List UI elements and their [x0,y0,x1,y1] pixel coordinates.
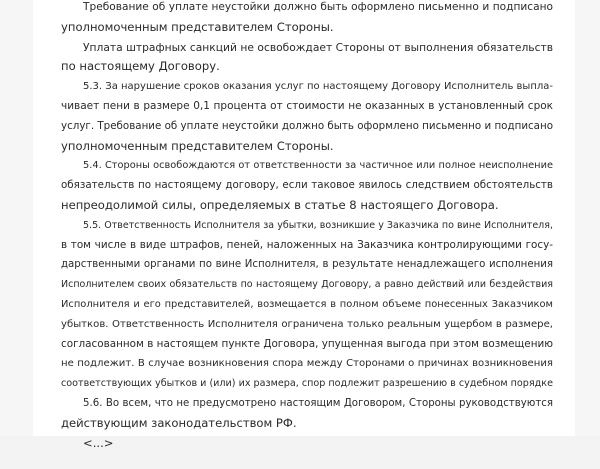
text-line: в том числе в виде штрафов, пеней, наложенных на Заказчика контролирующими госу- [61,238,553,251]
text-line: непреодолимой силы, определяемых в статье 8 настоящего Договора. [61,197,499,212]
text-line: чивает пени в размере 0,1 процента от стоимости не оказанных в установленный срок [61,99,553,112]
text-line: Уплата штрафных санкций не освобождает Стороны от выполнения обязательств [83,40,553,54]
text-line: 5.6. Во всем, что не предусмотрено настоящим Договором, Стороны руководствуются [83,397,553,409]
text-line: уполномоченным представителем Стороны. [61,138,334,153]
text-line: по настоящему Договору. [61,59,220,74]
text-line: Требование об уплате неустойки должно быть оформлено письменно и подписано [83,1,553,13]
text-line: 5.3. За нарушение сроков оказания услуг по настоящему Договору Исполнитель выпла- [83,81,553,93]
document-text [61,0,553,453]
text-line: дарственными органами по вине Исполнителя, в результате ненадлежащего исполнения [61,259,553,271]
text-line: убытков. Ответственность Исполнителя ограничена только реальным ущербом в размере, [61,318,553,330]
text-line: <...> [83,435,114,450]
text-line: Исполнителя и его представителей, возмещается в полном объеме понесенных Заказчиком [61,298,553,310]
text-line: действующим законодательством РФ. [61,415,297,430]
text-line: обязательств по настоящему договору, если таковое явилось следствием обстоятельств [61,179,553,192]
text-line: Исполнителем своих обязательств по настоящему Договору, а равно действий или бездействия [61,279,553,291]
text-line: соответствующих убытков и (или) их размера, спор подлежит разрешению в судебном порядке [61,378,553,390]
left-margin [0,0,33,436]
text-line: услуг. Требование об уплате неустойки должно быть оформлено письменно и подписано [61,119,554,132]
text-line: согласованном в настоящем пункте Договора, упущенная выгода при этом возмещению [61,337,553,350]
text-line: не подлежит. В случае возникновения спора между Сторонами о причинах возникновения [61,358,553,370]
right-margin [575,0,600,436]
text-line: 5.4. Стороны освобождаются от ответственности за частичное или полное неисполнение [83,160,553,172]
text-line: 5.5. Ответственность Исполнителя за убытки, возникшие у Заказчика по вине Исполнителя, [83,219,553,231]
text-line: уполномоченным представителем Стороны. [61,19,334,34]
